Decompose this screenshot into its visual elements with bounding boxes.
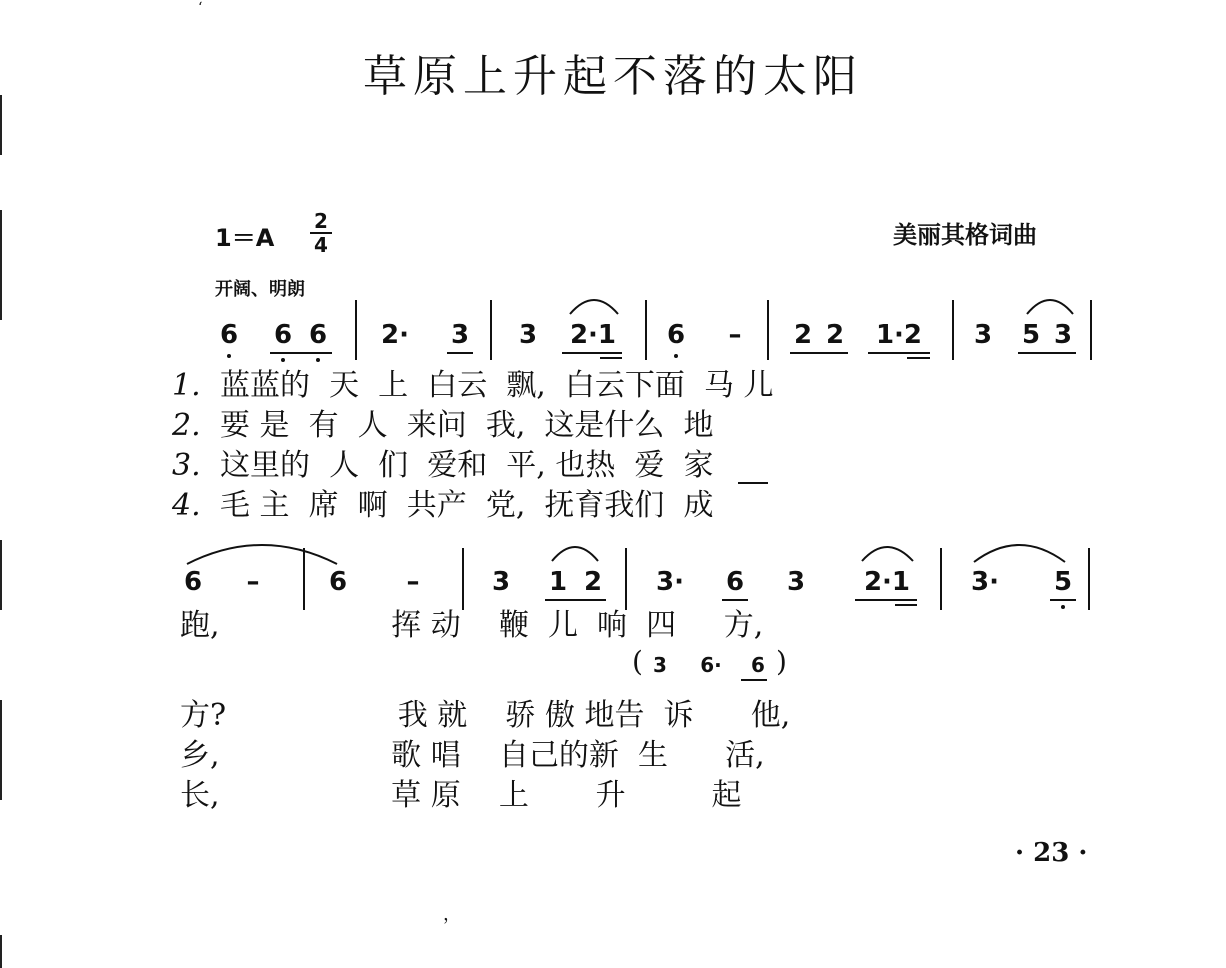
note: 3: [786, 567, 806, 597]
time-signature: [310, 210, 332, 256]
bar-line: [767, 300, 769, 360]
eighth-underline: [868, 352, 930, 354]
note: 3·: [656, 567, 684, 597]
tie: [185, 538, 340, 566]
lower-octave-dot: [316, 358, 320, 362]
lower-octave-dot: [227, 354, 231, 358]
eighth-underline: [545, 599, 606, 601]
tempo-marking: 开阔、明朗: [215, 279, 305, 300]
left-edge-line: [0, 540, 2, 610]
verse-line: [172, 448, 714, 484]
note: 1·2: [875, 320, 923, 350]
eighth-underline: [447, 352, 473, 354]
left-edge-line: [0, 95, 2, 155]
verse-text: 蓝蓝的 天 上 白云 飘, 白云下面 马 儿: [220, 368, 774, 403]
verse-line: [172, 368, 774, 404]
note: 2: [583, 567, 603, 597]
note: 2·1: [863, 567, 911, 597]
slur: [1025, 294, 1075, 316]
stray-mark: ‘: [198, 0, 203, 16]
verse-number: 3.: [172, 448, 201, 483]
note: 3: [1053, 320, 1073, 350]
bar-line: [952, 300, 954, 360]
eighth-underline: [1018, 352, 1076, 354]
sixteenth-underline: [895, 604, 917, 606]
verse-line: [172, 488, 714, 524]
author-credit: 美丽其格词曲: [893, 220, 1037, 249]
dash: –: [406, 567, 420, 597]
bar-line: [462, 548, 464, 610]
bar-line: [645, 300, 647, 360]
eighth-underline: [790, 352, 848, 354]
bar-line: [1088, 548, 1090, 610]
sixteenth-underline: [600, 357, 622, 359]
left-edge-line: [0, 700, 2, 800]
slur: [860, 541, 915, 563]
note: 6: [725, 567, 745, 597]
lower-octave-dot: [281, 358, 285, 362]
note: 6: [183, 567, 203, 597]
left-edge-line: [0, 210, 2, 320]
sixteenth-underline: [907, 357, 930, 359]
note: 3: [491, 567, 511, 597]
stray-mark: ，: [443, 904, 461, 925]
note: 5: [1021, 320, 1041, 350]
note: 6: [666, 320, 686, 350]
verse-number: 2.: [172, 408, 201, 443]
paren-open: (: [632, 645, 643, 678]
verse-line: 长, 草 原 上 升 起: [180, 778, 742, 813]
note: 2: [793, 320, 813, 350]
verse-text: 要 是 有 人 来问 我, 这是什么 地: [220, 408, 714, 443]
note: 3: [518, 320, 538, 350]
lyric-underline: [738, 482, 768, 484]
verse-line: 跑, 挥 动 鞭 儿 响 四 方,: [180, 608, 764, 643]
verse-line: 乡, 歌 唱 自己的新 生 活,: [180, 738, 765, 773]
page-number: · 23 ·: [1015, 838, 1088, 868]
note: 3: [450, 320, 470, 350]
verse-text: 毛 主 席 啊 共产 党, 抚育我们 成: [220, 488, 714, 523]
bar-line: [940, 548, 942, 610]
note: 2·: [381, 320, 409, 350]
eighth-underline: [1050, 599, 1076, 601]
note: 6: [219, 320, 239, 350]
eighth-underline: [562, 352, 622, 354]
left-edge-line: [0, 935, 2, 968]
note: 6: [328, 567, 348, 597]
eighth-underline: [270, 352, 332, 354]
slur: [550, 541, 600, 563]
lower-octave-dot: [674, 354, 678, 358]
verse-line: [172, 408, 714, 444]
bar-line: [303, 548, 305, 610]
key-signature: 1＝A: [215, 224, 275, 252]
note: 2: [825, 320, 845, 350]
lower-octave-dot: [1061, 605, 1065, 609]
eighth-underline: [722, 599, 748, 601]
note: 6·: [700, 653, 722, 677]
note: 3: [653, 653, 667, 677]
note: 3·: [971, 567, 999, 597]
bar-line: [490, 300, 492, 360]
note: 6: [273, 320, 293, 350]
slur: [972, 538, 1067, 564]
verse-number: 1.: [172, 368, 201, 403]
paren-close: ): [776, 645, 787, 678]
time-signature-top: 2: [314, 209, 328, 233]
note: 6: [308, 320, 328, 350]
note: 6: [751, 653, 765, 677]
song-title: 草原上升起不落的太阳: [363, 51, 863, 102]
time-signature-bottom: 4: [314, 233, 328, 257]
verse-line: 方? 我 就 骄 傲 地告 诉 他,: [180, 698, 791, 733]
dash: –: [728, 320, 742, 350]
slur: [568, 294, 620, 316]
note: 5: [1053, 567, 1073, 597]
eighth-underline: [741, 679, 767, 681]
bar-line: [625, 548, 627, 610]
note: 2·1: [569, 320, 617, 350]
bar-line: [355, 300, 357, 360]
note: 1: [548, 567, 568, 597]
eighth-underline: [855, 599, 917, 601]
verse-number: 4.: [172, 488, 201, 523]
verse-text: 这里的 人 们 爱和 平, 也热 爱 家: [220, 448, 714, 483]
dash: –: [246, 567, 260, 597]
bar-line: [1090, 300, 1092, 360]
note: 3: [973, 320, 993, 350]
